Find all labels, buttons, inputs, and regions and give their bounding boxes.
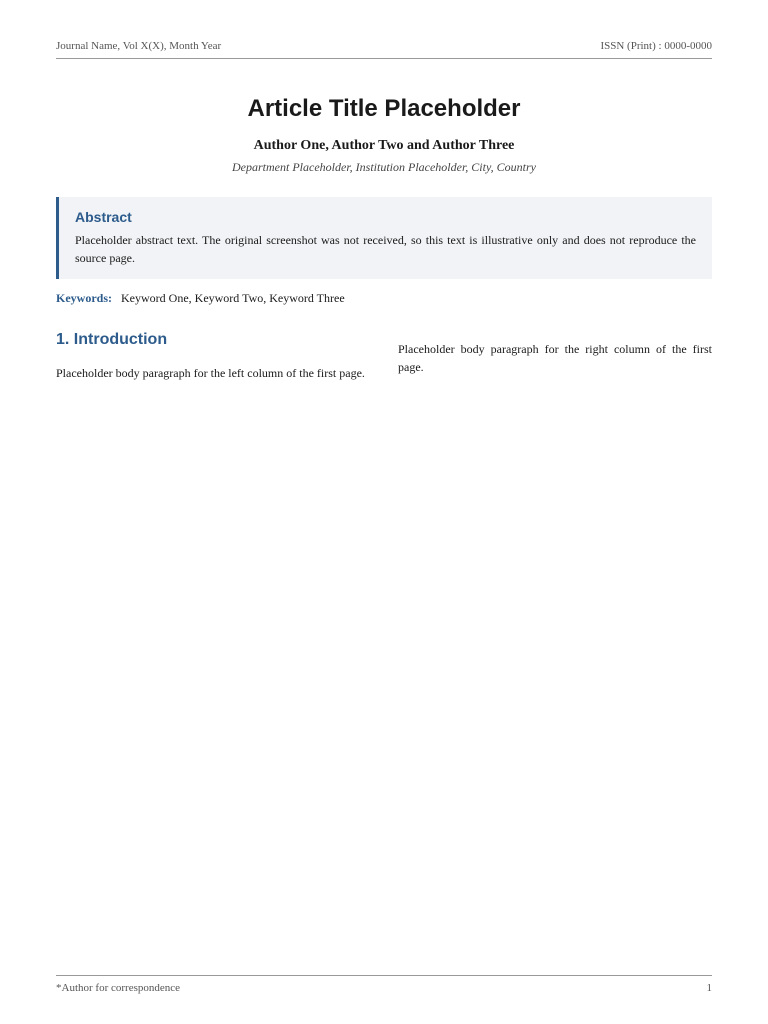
left-paragraph: Placeholder body paragraph for the left column of the first page.: [56, 366, 365, 381]
keywords: [56, 291, 712, 306]
right-column: [398, 328, 712, 394]
page-number: 1: [706, 982, 712, 994]
right-paragraph: Placeholder body paragraph for the right column of the first page.: [398, 342, 712, 375]
left-column: [56, 328, 370, 394]
page-footer: [56, 975, 712, 994]
correspondence-note: *Author for correspondence: [56, 982, 181, 994]
keywords-text: Keyword One, Keyword Two, Keyword Three: [121, 291, 345, 306]
abstract-box: [56, 197, 712, 279]
issn: ISSN (Print) : 0000-0000: [600, 40, 712, 52]
section-heading: 1. Introduction: [56, 331, 168, 349]
author-list: Author One, Author Two and Author Three: [253, 138, 515, 154]
keywords-label: Keywords:: [56, 291, 112, 306]
running-head: [56, 40, 712, 59]
affiliation: Department Placeholder, Institution Placeholder, City, Country: [232, 160, 536, 175]
journal-citation: Journal Name, Vol X(X), Month Year: [56, 40, 222, 52]
abstract-heading: Abstract: [75, 209, 132, 226]
article-title: Article Title Placeholder: [247, 95, 521, 122]
abstract-text: Placeholder abstract text. The original screenshot was not received, so this text is illustrative only and does not reproduce the source page.: [75, 233, 696, 266]
body-columns: [56, 328, 712, 394]
